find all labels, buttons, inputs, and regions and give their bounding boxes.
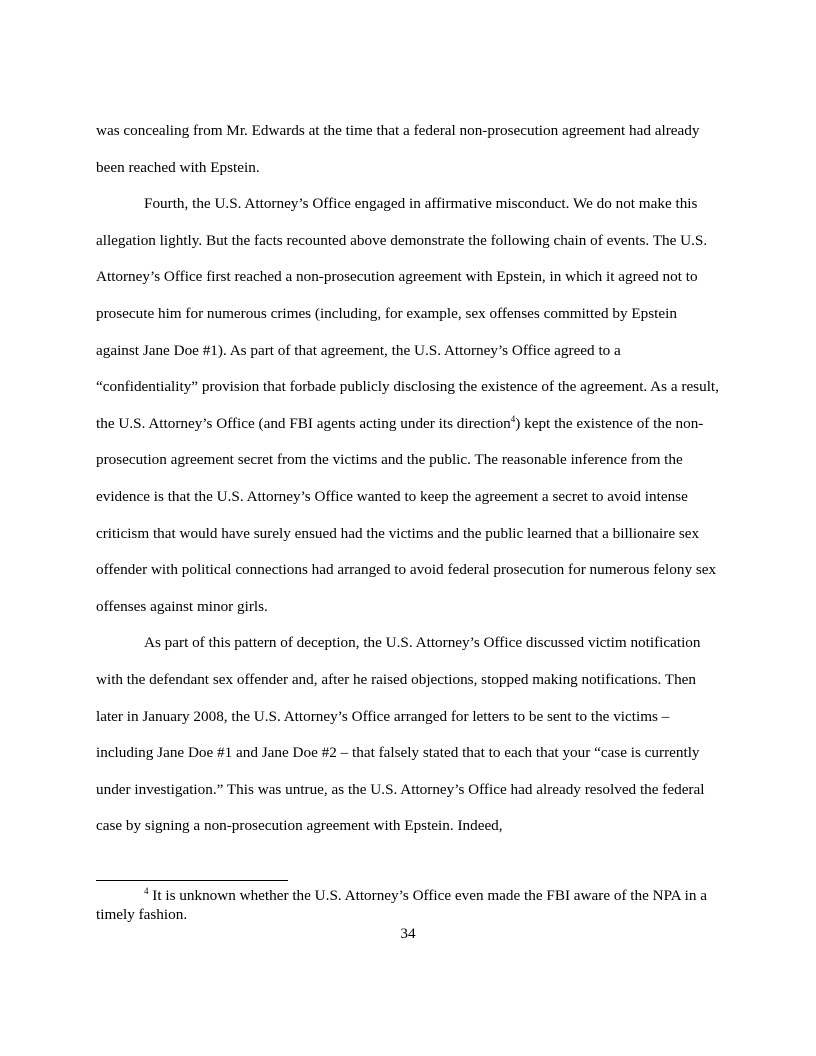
footnote-reference-4: 4 — [510, 413, 516, 424]
footnote-separator — [96, 880, 288, 881]
paragraph-3-text: As part of this pattern of deception, the U.S. Attorney’s Office discussed victim notification with the defendant sex offender and, after he raised objections, stopped making notifications. Then later in January 2008, the U.S. Attorney’s Office arranged for letters to be sent to the victims – including Jane Doe #1 and Jane Doe #2 – that falsely stated that to each that your “case is currently under investigation.” This was untrue, as the U.S. Attorney’s Office had already resolved the federal case by signing a non-prosecution agreement with Epstein. Indeed, — [96, 634, 705, 835]
page-number: 34 — [400, 925, 416, 942]
paragraph-affirmative-misconduct — [96, 186, 720, 625]
footnote-4 — [96, 886, 726, 924]
paragraph-2-text-after: ) kept the existence of the non-prosecution agreement secret from the victims and the public. The reasonable inference from the evidence is that the U.S. Attorney’s Office wanted to keep the agreement a secret to avoid intense criticism that would have surely ensued had the victims and the public learned that a billionaire sex offender with political connections had arranged to avoid federal prosecution for numerous felony sex offenses against minor girls. — [96, 414, 717, 615]
body-text — [96, 113, 720, 845]
footnote-marker: 4 — [144, 886, 149, 896]
paragraph-1-text: was concealing from Mr. Edwards at the time that a federal non-prosecution agreement had already been reached with Epstein. — [96, 122, 700, 176]
footnote-text: It is unknown whether the U.S. Attorney’s Office even made the FBI aware of the NPA in a timely fashion. — [96, 887, 707, 923]
paragraph-continuation — [96, 113, 720, 186]
paragraph-2-text-before: Fourth, the U.S. Attorney’s Office engaged in affirmative misconduct. We do not make this allegation lightly. But the facts recounted above demonstrate the following chain of events. The U.S. Attorney’s Office first reached a non-prosecution agreement with Epstein, in which it agreed not to prosecute him for numerous crimes (including, for example, sex offenses committed by Epstein against Jane Doe #1). As part of that agreement, the U.S. Attorney’s Office agreed to a “confidentiality” provision that forbade publicly disclosing the existence of the agreement. As a result, the U.S. Attorney’s Office (and FBI agents acting under its direction — [96, 195, 719, 432]
paragraph-pattern-of-deception — [96, 625, 720, 845]
